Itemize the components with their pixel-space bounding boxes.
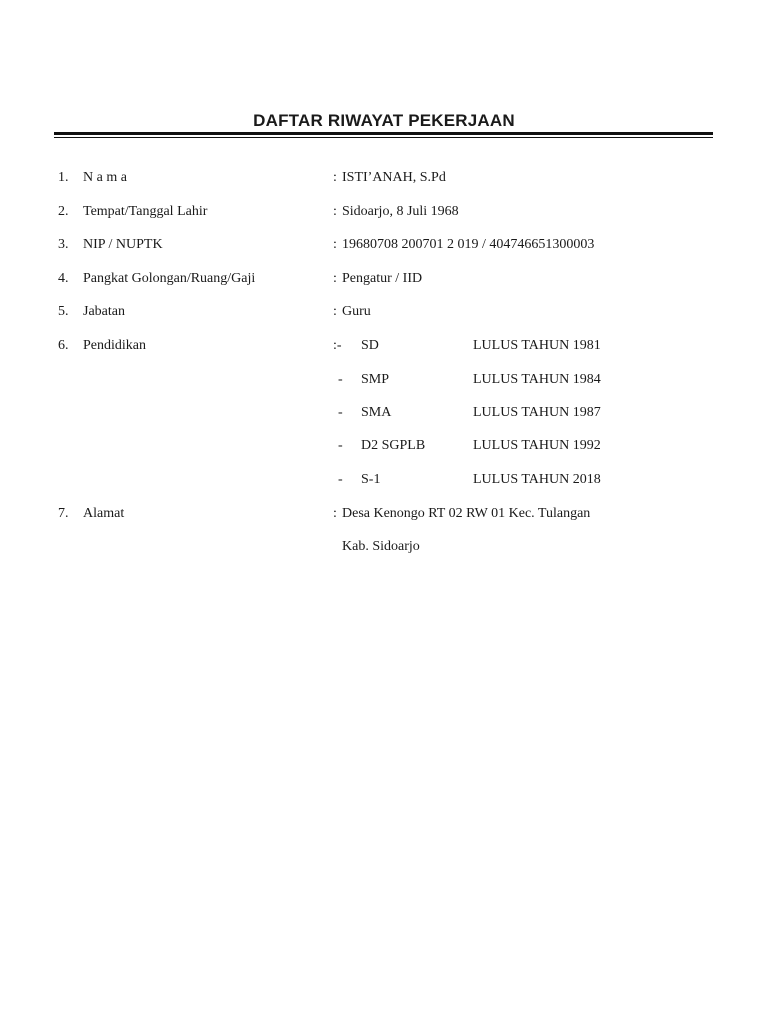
field-number: 7. <box>58 506 69 521</box>
field-number: 1. <box>58 170 69 185</box>
education-graduation: LULUS TAHUN 1981 <box>473 338 601 353</box>
title-underline-thin <box>54 137 713 138</box>
field-row-nama <box>0 168 768 188</box>
field-value: Pengatur / IID <box>342 271 423 286</box>
title-underline-thick <box>54 132 713 135</box>
education-dash: - <box>338 472 343 487</box>
education-row <box>0 470 768 490</box>
education-graduation: LULUS TAHUN 1987 <box>473 405 601 420</box>
address-line-1: Desa Kenongo RT 02 RW 01 Kec. Tulangan <box>342 506 591 521</box>
field-number: 2. <box>58 204 69 219</box>
education-dash: - <box>338 438 343 453</box>
education-level: SMA <box>361 405 392 420</box>
field-label: Jabatan <box>83 304 125 319</box>
education-dash: - <box>338 405 343 420</box>
field-row-rank <box>0 269 768 289</box>
field-colon: : <box>333 237 337 252</box>
field-number: 3. <box>58 237 69 252</box>
field-label: Pangkat Golongan/Ruang/Gaji <box>83 271 256 286</box>
field-label: Tempat/Tanggal Lahir <box>83 204 208 219</box>
education-level: SD <box>361 338 379 353</box>
field-label: N a m a <box>83 170 127 185</box>
field-value: Sidoarjo, 8 Juli 1968 <box>342 204 459 219</box>
education-graduation: LULUS TAHUN 2018 <box>473 472 601 487</box>
education-row <box>0 336 768 356</box>
address-row <box>0 504 768 524</box>
document-title: DAFTAR RIWAYAT PEKERJAAN <box>253 111 515 130</box>
education-row <box>0 370 768 390</box>
address-continuation-row <box>0 537 768 557</box>
education-level: D2 SGPLB <box>361 438 426 453</box>
field-label: Alamat <box>83 506 125 521</box>
education-prefix: :- <box>333 338 342 353</box>
field-number: 6. <box>58 338 69 353</box>
field-row-nip <box>0 235 768 255</box>
field-number: 5. <box>58 304 69 319</box>
education-level: S-1 <box>361 472 381 487</box>
education-level: SMP <box>361 372 390 387</box>
education-dash: - <box>338 372 343 387</box>
education-graduation: LULUS TAHUN 1984 <box>473 372 601 387</box>
field-row-birth <box>0 202 768 222</box>
education-row <box>0 403 768 423</box>
education-graduation: LULUS TAHUN 1992 <box>473 438 601 453</box>
field-row-position <box>0 302 768 322</box>
field-label: Pendidikan <box>83 338 146 353</box>
field-colon: : <box>333 271 337 286</box>
field-value: ISTI’ANAH, S.Pd <box>342 170 446 185</box>
field-value: 19680708 200701 2 019 / 404746651300003 <box>342 237 595 252</box>
field-colon: : <box>333 170 337 185</box>
education-row <box>0 436 768 456</box>
field-colon: : <box>333 506 337 521</box>
field-colon: : <box>333 304 337 319</box>
field-colon: : <box>333 204 337 219</box>
field-number: 4. <box>58 271 69 286</box>
address-line-2: Kab. Sidoarjo <box>342 539 420 554</box>
field-value: Guru <box>342 304 371 319</box>
field-label: NIP / NUPTK <box>83 237 163 252</box>
